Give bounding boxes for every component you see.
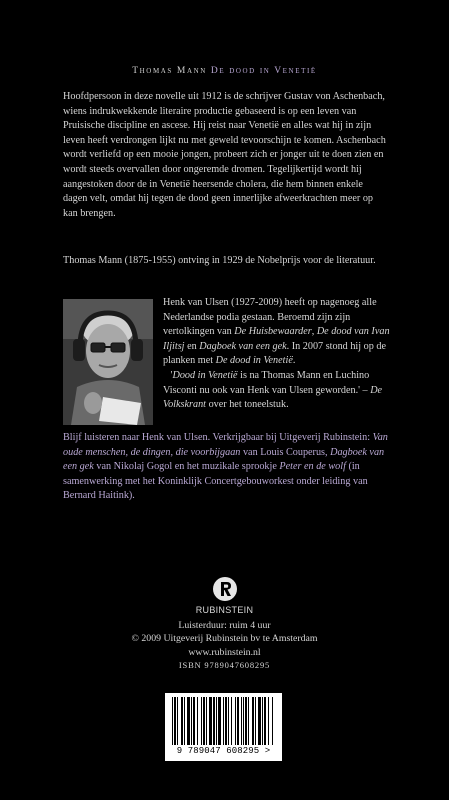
barcode-digits: 9 789047 608295 <box>176 746 260 756</box>
barcode-bar <box>268 697 269 745</box>
promo-text-2: van Nikolaj Gogol en het muzikale sprookje <box>93 461 280 473</box>
barcode-bar <box>216 697 217 745</box>
bio-text-3: . <box>292 355 296 367</box>
bio-text-2: . In 2007 stond hij op de planken met <box>163 340 386 367</box>
quote-mark: ' <box>170 369 173 381</box>
promo-text-1: van Louis Couperus, <box>240 446 331 458</box>
work-title: Dood in Venetië <box>172 369 238 381</box>
barcode-bar <box>255 697 256 745</box>
barcode-bar <box>245 697 247 745</box>
barcode-bar <box>237 697 239 745</box>
work-title: Peter en de wolf <box>279 461 346 473</box>
book-title: De dood in Venetië <box>210 66 317 76</box>
narrator-photo <box>63 299 153 425</box>
work-title: De dood in Venetië <box>215 355 293 367</box>
work-title: Dagboek van een gek <box>199 340 287 352</box>
publisher-logo-text: RUBINSTEIN <box>195 605 254 615</box>
bio-text-1: Henk van Ulsen (1927-2009) heeft op nagenoeg alle Nederlandse podia gestaan. Beroemd zijn zijn vertolkingen van <box>163 297 377 338</box>
listening-duration: Luisterduur: ruim 4 uur <box>178 620 271 631</box>
barcode-bar <box>187 697 190 745</box>
barcode-bar <box>272 697 273 745</box>
barcode-bar <box>206 697 207 745</box>
promo-intro: Blijf luisteren naar Henk van Ulsen. Verkrijgbaar bij Uitgeverij Rubinstein: <box>63 432 373 443</box>
author-name: Thomas Mann <box>132 66 207 76</box>
work-title: Dagboek van een gek <box>63 446 385 473</box>
author-note: Thomas Mann (1875-1955) ontving in 1929 de Nobelprijs voor de literatuur. <box>63 255 376 266</box>
cover-header <box>0 66 449 76</box>
barcode-bar <box>228 697 229 745</box>
work-title: Van oude menschen, de dingen, die voorbijgaan <box>63 432 388 458</box>
narrator-bio <box>163 296 391 413</box>
barcode <box>165 693 282 761</box>
barcode-bar <box>197 697 198 745</box>
promo-text-3: (in samenwerking met het Koninklijk Concertgebouworkest onder leiding van Bernard Haitink). <box>63 461 368 502</box>
barcode-bar <box>193 697 195 745</box>
copyright-line: © 2009 Uitgeverij Rubinstein bv te Amsterdam <box>131 633 318 645</box>
barcode-bar <box>235 697 236 745</box>
barcode-bar <box>181 697 183 745</box>
barcode-bar <box>252 697 254 745</box>
barcode-bar <box>177 697 178 745</box>
barcode-number <box>165 746 282 756</box>
barcode-bar <box>191 697 192 745</box>
barcode-bar <box>264 697 266 745</box>
barcode-bar <box>241 697 242 745</box>
press-quote <box>163 370 382 410</box>
quote-end: over het toneelstuk. <box>206 399 289 411</box>
barcode-bar <box>201 697 202 745</box>
barcode-bar <box>184 697 185 745</box>
work-title: De dood van Ivan Iljitsj <box>163 326 390 352</box>
publisher-logo <box>0 576 449 615</box>
publisher-website: www.rubinstein.nl <box>188 646 261 658</box>
bio-separator: en <box>184 340 200 352</box>
barcode-bar <box>209 697 212 745</box>
promo-text <box>63 431 393 504</box>
work-title: De Huisbewaarder <box>234 326 312 338</box>
book-summary: Hoofdpersoon in deze novelle uit 1912 is de schrijver Gustav von Aschenbach, wiens indrukwekkende literaire productie gebaseerd is op een leven van Pruisische discipline en ascese. Hij reist naar Venetië en alles wat hij in zijn leven heeft verdrongen lijkt nu met geweld tevoorschijn te komen. Aschenbach wordt verliefd op een mooie jongen, probeert zich er jonger uit te doen zien en wordt steeds overvallen door ongeremde dromen. Tegelijkertijd wordt hij aangestoken door de in Venetië heersende cholera, die hem binnen enkele dagen velt, omdat hij tegen de dood geen innerlijke afweerkrachten meer op kan brengen. <box>63 91 386 219</box>
barcode-bar <box>231 697 232 745</box>
barcode-bar <box>203 697 205 745</box>
barcode-bar <box>223 697 224 745</box>
barcode-bar <box>262 697 263 745</box>
barcode-bar <box>225 697 227 745</box>
rubinstein-logo-icon <box>212 576 238 602</box>
barcode-bar <box>218 697 221 745</box>
barcode-bar <box>213 697 215 745</box>
quote-text: is na Thomas Mann en Luchino Visconti nu ook van Henk van Ulsen geworden.' – <box>163 369 371 396</box>
bio-separator: , <box>311 326 317 338</box>
quote-source: De Volkskrant <box>163 384 383 411</box>
barcode-bar <box>258 697 261 745</box>
barcode-bar <box>172 697 173 745</box>
barcode-bars <box>170 697 277 745</box>
barcode-bar <box>243 697 244 745</box>
barcode-suffix: > <box>264 746 271 756</box>
isbn-number: ISBN 9789047608295 <box>178 660 271 671</box>
publisher-info <box>0 619 449 673</box>
barcode-bar <box>248 697 249 745</box>
barcode-bar <box>174 697 176 745</box>
